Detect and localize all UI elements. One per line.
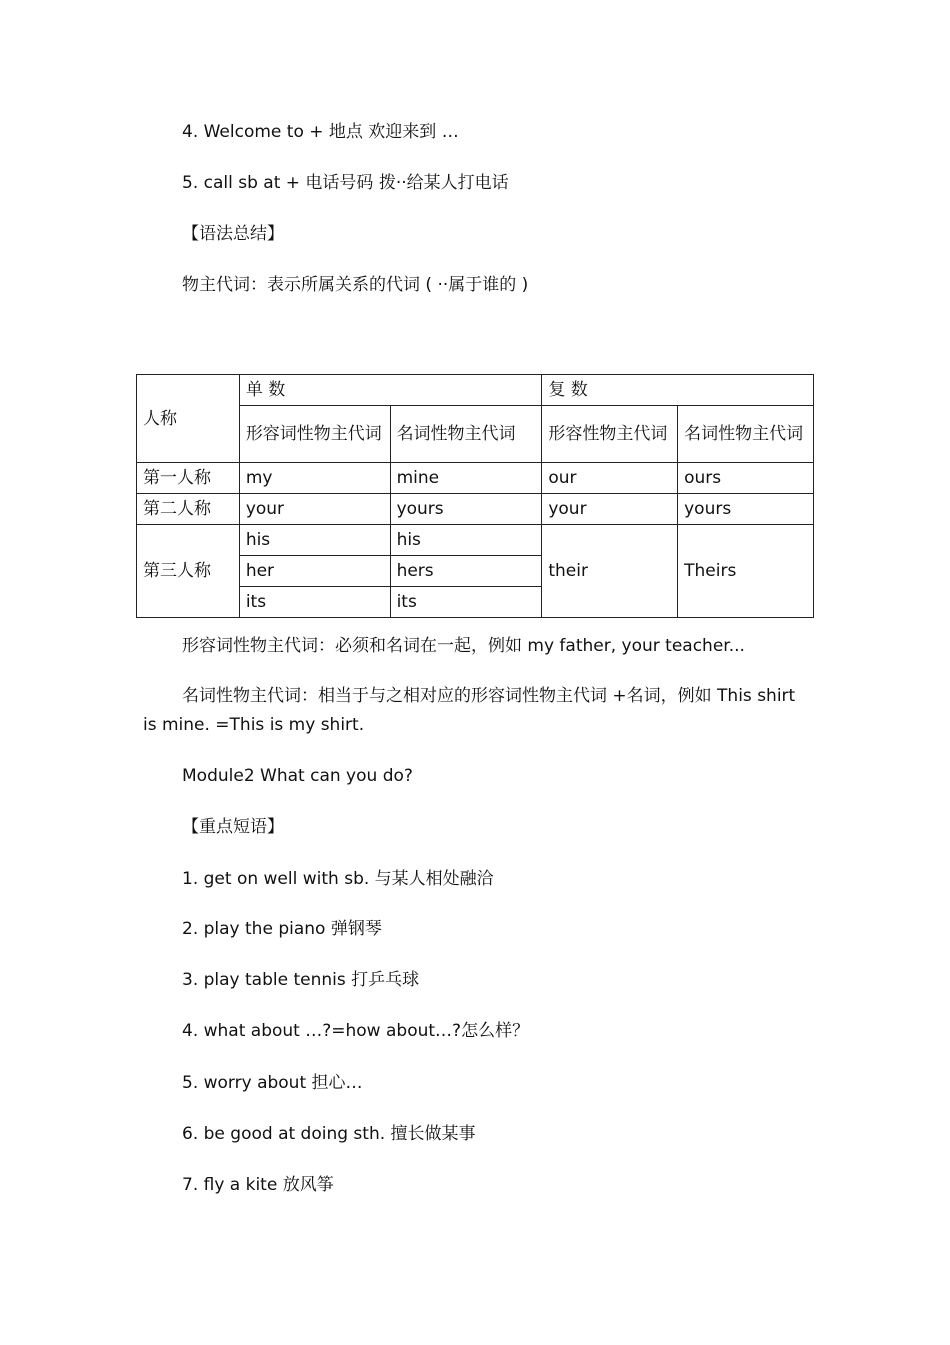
noun-sg-cell: hers xyxy=(390,556,542,587)
table-header-row xyxy=(137,375,814,406)
plural-header: 复 数 xyxy=(542,375,814,406)
grammar-heading: 【语法总结】 xyxy=(182,224,284,244)
sub-header-noun-pl: 名词性物主代词 xyxy=(678,406,814,463)
phrase-item: 7. fly a kite 放风筝 xyxy=(182,1175,334,1195)
person-cell: 第二人称 xyxy=(137,494,240,525)
line-welcome: 4. Welcome to + 地点 欢迎来到 … xyxy=(182,122,459,142)
table-row xyxy=(137,494,814,525)
table-row xyxy=(137,463,814,494)
module-title: Module2 What can you do? xyxy=(182,766,413,786)
person-header: 人称 xyxy=(137,375,240,463)
adj-sg-cell: your xyxy=(239,494,390,525)
phrase-item: 1. get on well with sb. 与某人相处融洽 xyxy=(182,869,494,889)
note-adjective-possessive: 形容词性物主代词：必须和名词在一起，例如 my father, your teacher... xyxy=(182,636,745,656)
person-cell: 第三人称 xyxy=(137,525,240,618)
noun-sg-cell: mine xyxy=(390,463,542,494)
sub-header-noun-sg: 名词性物主代词 xyxy=(390,406,542,463)
noun-pl-cell: Theirs xyxy=(678,525,814,618)
noun-pl-cell: yours xyxy=(678,494,814,525)
phrase-item: 3. play table tennis 打乒乓球 xyxy=(182,970,420,990)
adj-pl-cell: their xyxy=(542,525,678,618)
note-noun-possessive xyxy=(143,682,813,740)
adj-sg-cell: her xyxy=(239,556,390,587)
phrase-item: 2. play the piano 弹钢琴 xyxy=(182,919,382,939)
line-call: 5. call sb at + 电话号码 拨··给某人打电话 xyxy=(182,173,509,193)
note-noun-text: 名词性物主代词：相当于与之相对应的形容词性物主代词 +名词，例如 This shirt is mine. =This is my shirt. xyxy=(143,686,796,735)
adj-pl-cell: your xyxy=(542,494,678,525)
singular-header: 单 数 xyxy=(239,375,542,406)
adj-pl-cell: our xyxy=(542,463,678,494)
noun-sg-cell: his xyxy=(390,525,542,556)
sub-header-adj-pl: 形容性物主代词 xyxy=(542,406,678,463)
possessive-pronoun-table xyxy=(136,374,814,618)
phrase-item: 4. what about …?=how about…?怎么样？ xyxy=(182,1021,530,1041)
key-phrases-heading: 【重点短语】 xyxy=(182,817,284,837)
person-cell: 第一人称 xyxy=(137,463,240,494)
noun-pl-cell: ours xyxy=(678,463,814,494)
adj-sg-cell: its xyxy=(239,587,390,618)
possessive-definition: 物主代词：表示所属关系的代词 ( ··属于谁的 ) xyxy=(182,275,529,295)
adj-sg-cell: my xyxy=(239,463,390,494)
table-row xyxy=(137,525,814,556)
adj-sg-cell: his xyxy=(239,525,390,556)
phrase-item: 6. be good at doing sth. 擅长做某事 xyxy=(182,1124,476,1144)
sub-header-adj-sg: 形容词性物主代词 xyxy=(239,406,390,463)
noun-sg-cell: yours xyxy=(390,494,542,525)
phrase-item: 5. worry about 担心… xyxy=(182,1073,363,1093)
noun-sg-cell: its xyxy=(390,587,542,618)
